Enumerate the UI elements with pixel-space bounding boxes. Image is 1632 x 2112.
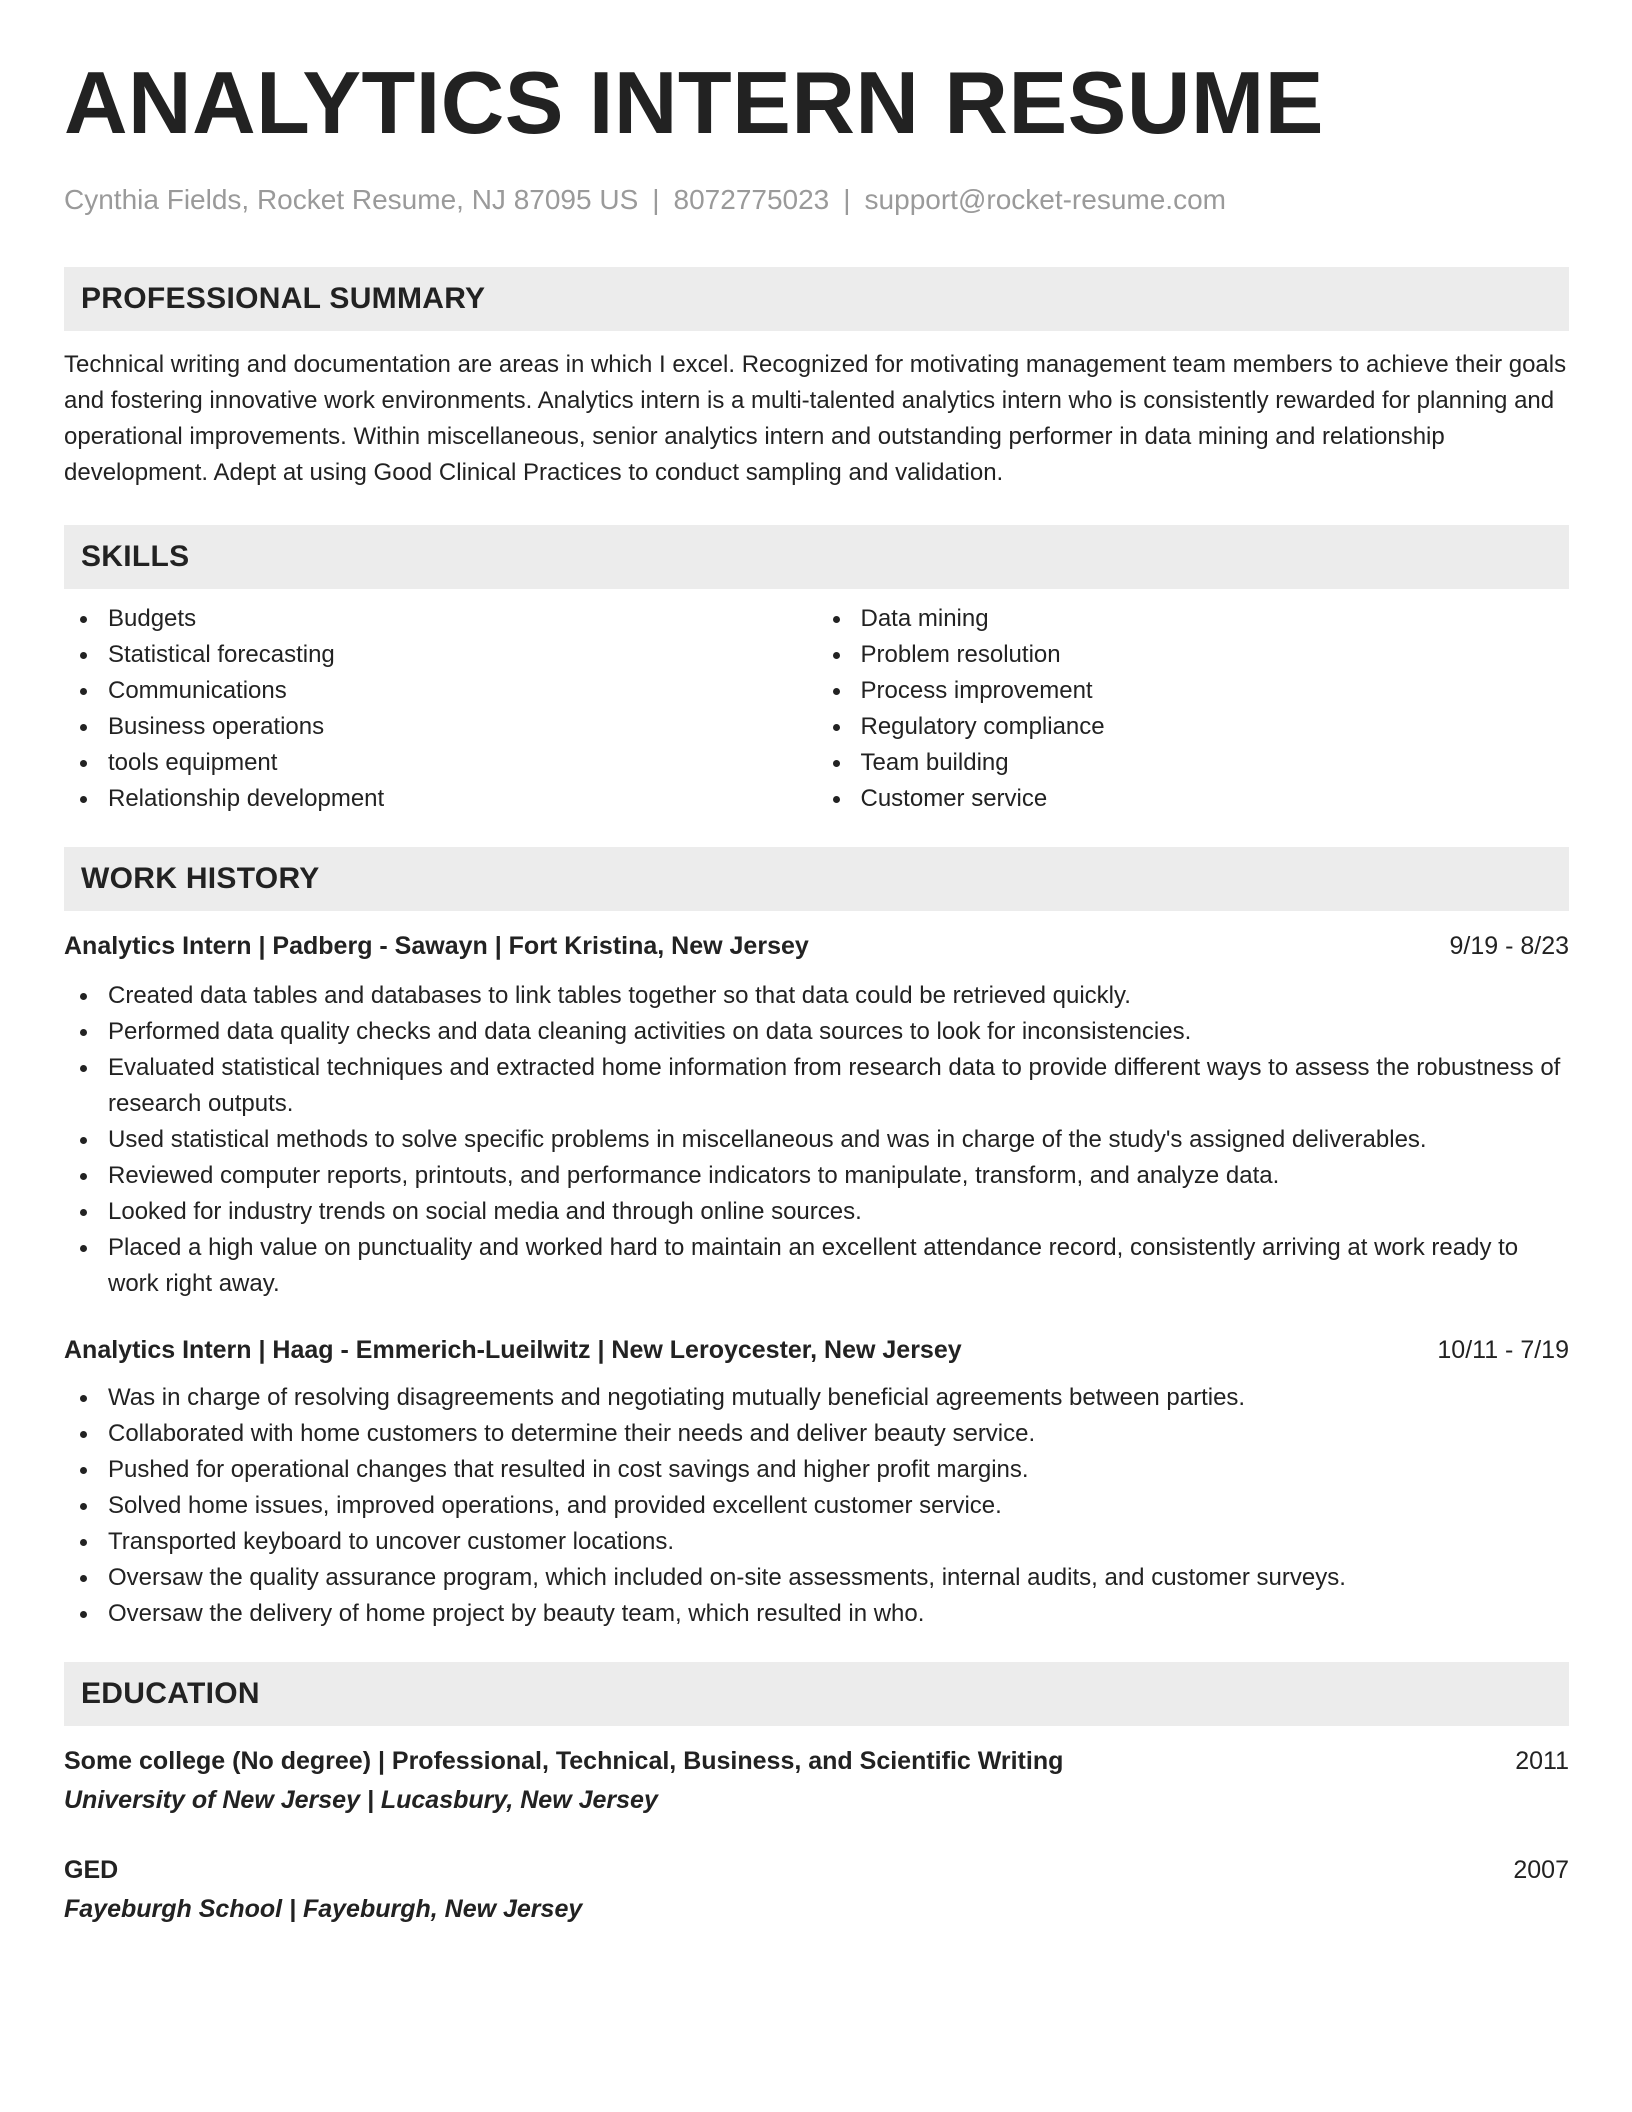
job-dates: 10/11 - 7/19 [1437,1336,1569,1364]
job-bullet: Collaborated with home customers to determine their needs and deliver beauty service. [108,1416,1569,1452]
section-heading-work-history: WORK HISTORY [64,847,1569,911]
skill-item: Problem resolution [861,637,1570,673]
job-bullet: Created data tables and databases to link tables together so that data could be retrieved quickly. [108,978,1569,1014]
education-degree: GED [64,1856,119,1884]
skill-item: Statistical forecasting [108,637,817,673]
skills-column-right [817,601,1570,817]
job-bullet: Evaluated statistical techniques and extracted home information from research data to provide different ways to assess the robustness of research outputs. [108,1050,1569,1122]
job-bullet: Placed a high value on punctuality and worked hard to maintain an excellent attendance record, consistently arriving at work ready to work right away. [108,1230,1569,1302]
job-bullet: Pushed for operational changes that resulted in cost savings and higher profit margins. [108,1452,1569,1488]
job-bullet: Looked for industry trends on social media and through online sources. [108,1194,1569,1230]
skill-item: Budgets [108,601,817,637]
education-year: 2011 [1515,1747,1569,1775]
job-header [64,928,1569,964]
job-entry [64,1332,1569,1632]
job-title: Analytics Intern | Padberg - Sawayn | Fort Kristina, New Jersey [64,932,809,960]
skill-item: Data mining [861,601,1570,637]
job-header [64,1332,1569,1368]
job-bullets [64,978,1569,1302]
section-heading-education: EDUCATION [64,1662,1569,1726]
job-bullet: Performed data quality checks and data cleaning activities on data sources to look for inconsistencies. [108,1014,1569,1050]
job-bullet: Used statistical methods to solve specific problems in miscellaneous and was in charge of the study's assigned deliverables. [108,1122,1569,1158]
job-dates: 9/19 - 8/23 [1449,932,1569,960]
summary-text: Technical writing and documentation are areas in which I excel. Recognized for motivating management team members to achieve their goals and fostering innovative work environments. Analytics intern is a multi-talented analytics intern who is consistently rewarded for planning and operational improvements. Within miscellaneous, senior analytics intern and outstanding performer in data mining and relationship development. Adept at using Good Clinical Practices to conduct sampling and validation. [64,351,1567,486]
education-entry [64,1852,1569,1927]
skill-item: Business operations [108,709,817,745]
skill-item: Communications [108,673,817,709]
skills-column-left [64,601,817,817]
contact-line [64,183,1569,217]
education-header [64,1743,1569,1779]
skill-item: tools equipment [108,745,817,781]
skill-item: Process improvement [861,673,1570,709]
education-year: 2007 [1513,1856,1569,1884]
job-entry [64,928,1569,1302]
section-heading-skills: SKILLS [64,525,1569,589]
contact-separator: | [843,184,851,215]
job-bullet: Transported keyboard to uncover customer locations. [108,1524,1569,1560]
education-school: University of New Jersey | Lucasbury, New Jersey [64,1786,658,1814]
education-school: Fayeburgh School | Fayeburgh, New Jersey [64,1895,583,1923]
job-bullet: Reviewed computer reports, printouts, and performance indicators to manipulate, transform, and analyze data. [108,1158,1569,1194]
job-bullet: Oversaw the delivery of home project by beauty team, which resulted in who. [108,1596,1569,1632]
contact-separator: | [652,184,660,215]
contact-email: support@rocket-resume.com [864,184,1226,215]
job-bullet: Oversaw the quality assurance program, which included on-site assessments, internal audits, and customer surveys. [108,1560,1569,1596]
job-title: Analytics Intern | Haag - Emmerich-Lueilwitz | New Leroycester, New Jersey [64,1336,962,1364]
skill-item: Regulatory compliance [861,709,1570,745]
job-bullet: Solved home issues, improved operations, and provided excellent customer service. [108,1488,1569,1524]
contact-name-address: Cynthia Fields, Rocket Resume, NJ 87095 US [64,184,639,215]
contact-phone: 8072775023 [673,184,830,215]
section-heading-summary: PROFESSIONAL SUMMARY [64,267,1569,331]
skills-grid [64,601,1569,817]
education-header [64,1852,1569,1888]
education-entry [64,1743,1569,1818]
education-degree: Some college (No degree) | Professional, Technical, Business, and Scientific Writing [64,1747,1064,1775]
skill-item: Relationship development [108,781,817,817]
skill-item: Customer service [861,781,1570,817]
resume-title: ANALYTICS INTERN RESUME [64,53,1324,152]
job-bullets [64,1380,1569,1632]
job-bullet: Was in charge of resolving disagreements and negotiating mutually beneficial agreements between parties. [108,1380,1569,1416]
skill-item: Team building [861,745,1570,781]
